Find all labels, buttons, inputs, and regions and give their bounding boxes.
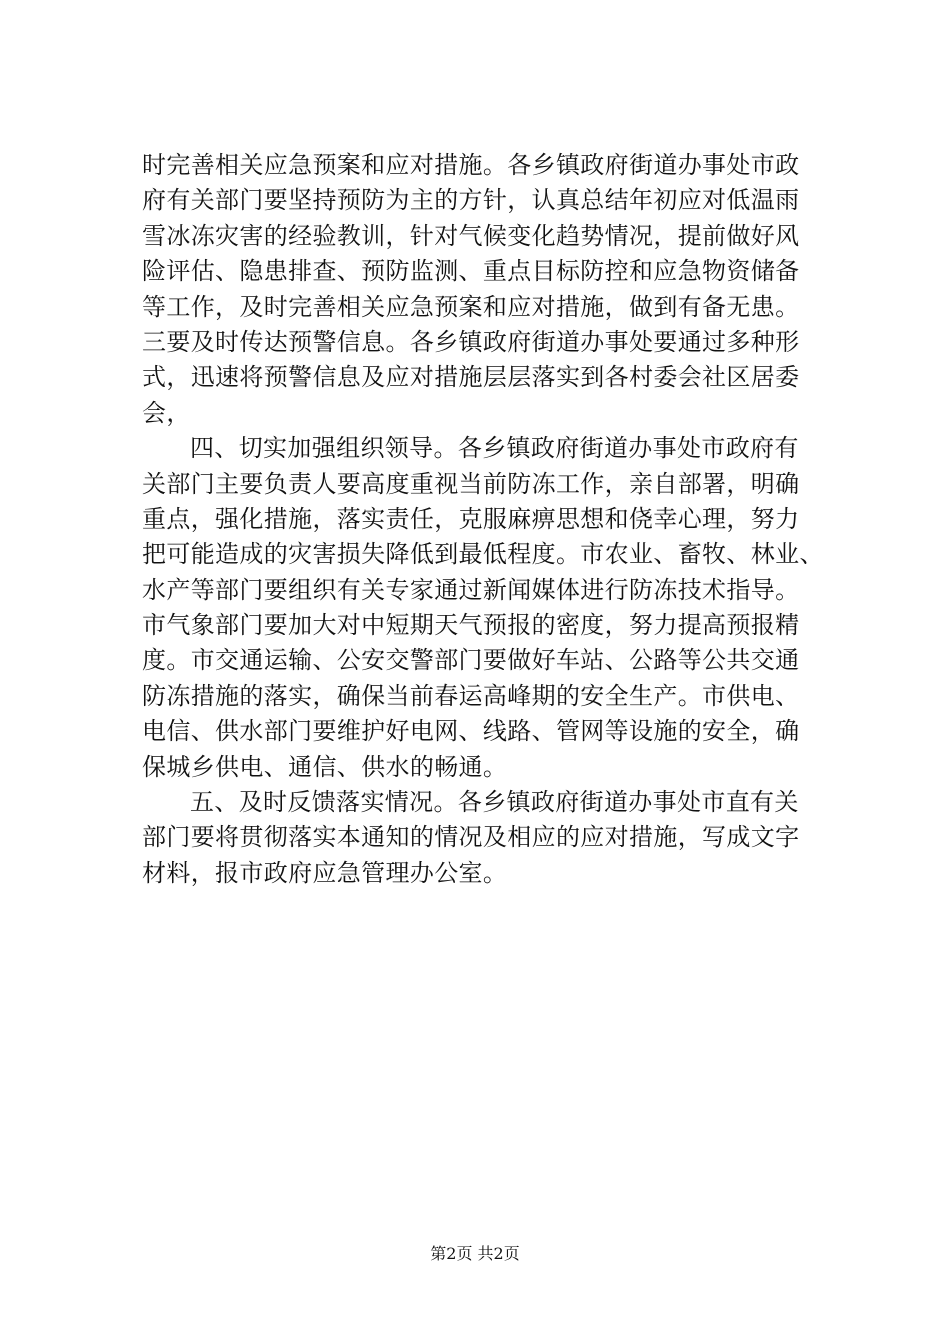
text-line: 险评估、隐患排查、预防监测、重点目标防控和应急物资储备: [142, 257, 800, 286]
text-line: 府有关部门要坚持预防为主的方针，认真总结年初应对低温雨: [142, 186, 800, 215]
text-line: 材料，报市政府应急管理办公室。: [142, 858, 508, 887]
paragraph-2: [142, 431, 830, 785]
page-number: 第2页 共2页: [430, 1244, 520, 1263]
text-line: 四、切实加强组织领导。各乡镇政府街道办事处市政府有: [190, 434, 799, 463]
text-line: 关部门主要负责人要高度重视当前防冻工作，亲自部署，明确: [142, 469, 800, 498]
page-footer: [0, 1243, 950, 1265]
text-line: 市气象部门要加大对中短期天气预报的密度，努力提高预报精: [142, 611, 800, 640]
text-line: 式，迅速将预警信息及应对措施层层落实到各村委会社区居委: [142, 363, 800, 392]
document-body: [142, 148, 830, 891]
paragraph-3: [142, 785, 830, 891]
text-line: 电信、供水部门要维护好电网、线路、管网等设施的安全，确: [142, 717, 800, 746]
text-line: 雪冰冻灾害的经验教训，针对气候变化趋势情况，提前做好风: [142, 221, 800, 250]
text-line: 重点，强化措施，落实责任，克服麻痹思想和侥幸心理，努力: [142, 504, 800, 533]
text-line: 三要及时传达预警信息。各乡镇政府街道办事处要通过多种形: [142, 327, 800, 356]
text-line: 五、及时反馈落实情况。各乡镇政府街道办事处市直有关: [190, 788, 799, 817]
text-line: 会，: [142, 398, 191, 427]
text-line: 防冻措施的落实，确保当前春运高峰期的安全生产。市供电、: [142, 681, 800, 710]
text-line: 度。市交通运输、公安交警部门要做好车站、公路等公共交通: [142, 646, 800, 675]
text-line: 部门要将贯彻落实本通知的情况及相应的应对措施，写成文字: [142, 823, 800, 852]
paragraph-1: [142, 148, 830, 431]
text-line: 等工作，及时完善相关应急预案和应对措施，做到有备无患。: [142, 292, 800, 321]
text-line: 把可能造成的灾害损失降低到最低程度。市农业、畜牧、林业、: [142, 540, 824, 569]
text-line: 保城乡供电、通信、供水的畅通。: [142, 752, 508, 781]
text-line: 水产等部门要组织有关专家通过新闻媒体进行防冻技术指导。: [142, 575, 800, 604]
text-line: 时完善相关应急预案和应对措施。各乡镇政府街道办事处市政: [142, 151, 800, 179]
